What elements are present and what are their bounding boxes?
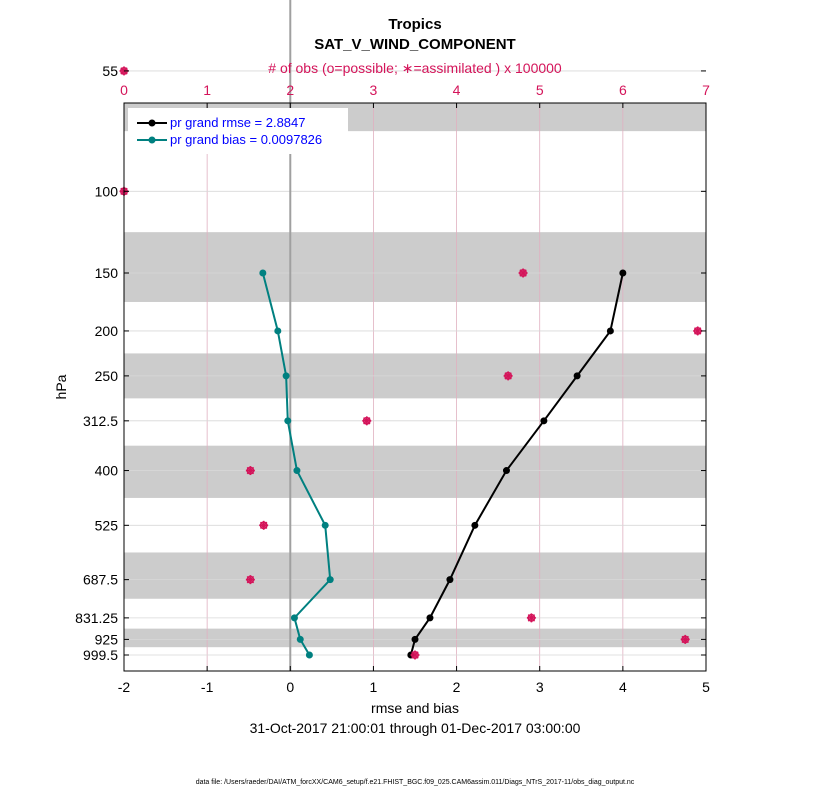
obs-marker	[411, 651, 420, 660]
y-tick-label: 400	[94, 462, 118, 479]
chart-subtitle: SAT_V_WIND_COMPONENT	[314, 36, 516, 53]
y-tick-label: 525	[94, 517, 118, 534]
x-tick-label: -1	[200, 679, 214, 695]
legend-rmse-marker	[149, 120, 156, 127]
top-tick-label: 2	[286, 82, 295, 98]
rmse-point	[540, 417, 547, 424]
x-tick-label: -2	[117, 679, 131, 695]
obs-marker	[246, 466, 255, 475]
legend-bias-label: pr grand bias = 0.0097826	[170, 132, 323, 147]
x-axis-label: rmse and bias	[371, 700, 459, 716]
top-tick-label: 5	[535, 82, 544, 98]
obs-marker	[519, 269, 528, 278]
y-tick-label: 150	[94, 265, 118, 281]
rmse-point	[503, 467, 510, 474]
y-tick-label: 687.5	[82, 571, 118, 588]
date-range: 31-Oct-2017 21:00:01 through 01-Dec-2017 03:00:00	[249, 720, 581, 736]
obs-marker	[693, 326, 702, 335]
chart-title: Tropics	[388, 16, 442, 33]
bias-point	[306, 652, 313, 659]
obs-marker	[362, 416, 371, 425]
top-tick-label: 7	[702, 82, 710, 98]
top-tick-label: 4	[452, 82, 461, 98]
rmse-point	[574, 372, 581, 379]
bias-point	[327, 576, 334, 583]
rmse-point	[471, 522, 478, 529]
level-band	[124, 552, 706, 598]
y-tick-label: 312.5	[82, 412, 118, 429]
x-tick-label: 1	[369, 679, 378, 695]
rmse-point	[446, 576, 453, 583]
x-tick-label: 0	[286, 679, 295, 695]
x-tick-label: 2	[452, 679, 461, 695]
rmse-point	[412, 636, 419, 643]
obs-marker	[527, 613, 536, 622]
x-tick-label: 5	[702, 679, 710, 695]
bias-point	[297, 636, 304, 643]
y-tick-label: 100	[94, 183, 118, 200]
x-axis-ticks	[118, 666, 710, 695]
legend-bias-marker	[149, 137, 156, 144]
bias-point	[284, 417, 291, 424]
bias-point	[322, 522, 329, 529]
top-axis-label: # of obs (o=possible; ∗=assimilated ) x 100000	[268, 60, 562, 76]
top-tick-label: 6	[618, 82, 627, 98]
x-tick-label: 4	[618, 679, 627, 695]
x-tick-label: 3	[535, 679, 544, 695]
y-tick-label: 831.25	[75, 609, 118, 626]
obs-marker	[504, 371, 513, 380]
level-band	[124, 446, 706, 498]
legend	[128, 108, 348, 154]
y-tick-label: 200	[94, 322, 118, 339]
obs-marker	[246, 575, 255, 584]
y-axis-label: hPa	[53, 374, 69, 400]
top-tick-label: 1	[203, 82, 212, 98]
rmse-point	[426, 614, 433, 621]
top-tick-label: 3	[369, 82, 378, 98]
y-tick-label: 250	[94, 367, 118, 384]
bias-point	[293, 467, 300, 474]
bias-point	[291, 614, 298, 621]
y-tick-label: 55	[102, 62, 118, 79]
legend-rmse-label: pr grand rmse = 2.8847	[170, 115, 306, 130]
y-tick-label: 999.5	[82, 647, 118, 663]
bias-point	[259, 270, 266, 277]
bias-point	[274, 327, 281, 334]
bias-point	[283, 372, 290, 379]
data-file-footer: data file: /Users/raeder/DAI/ATM_forcXX/CAM6_setup/f.e21.FHIST_BGC.f09_025.CAM6assim.011/Diags_NTrS_2017-11/obs_diag_output.nc	[195, 779, 635, 786]
obs-marker	[259, 521, 268, 530]
top-tick-label: 0	[120, 82, 128, 98]
rmse-point	[607, 327, 614, 334]
obs-marker	[681, 635, 690, 644]
rmse-point	[619, 270, 626, 277]
y-tick-label: 925	[94, 631, 118, 648]
